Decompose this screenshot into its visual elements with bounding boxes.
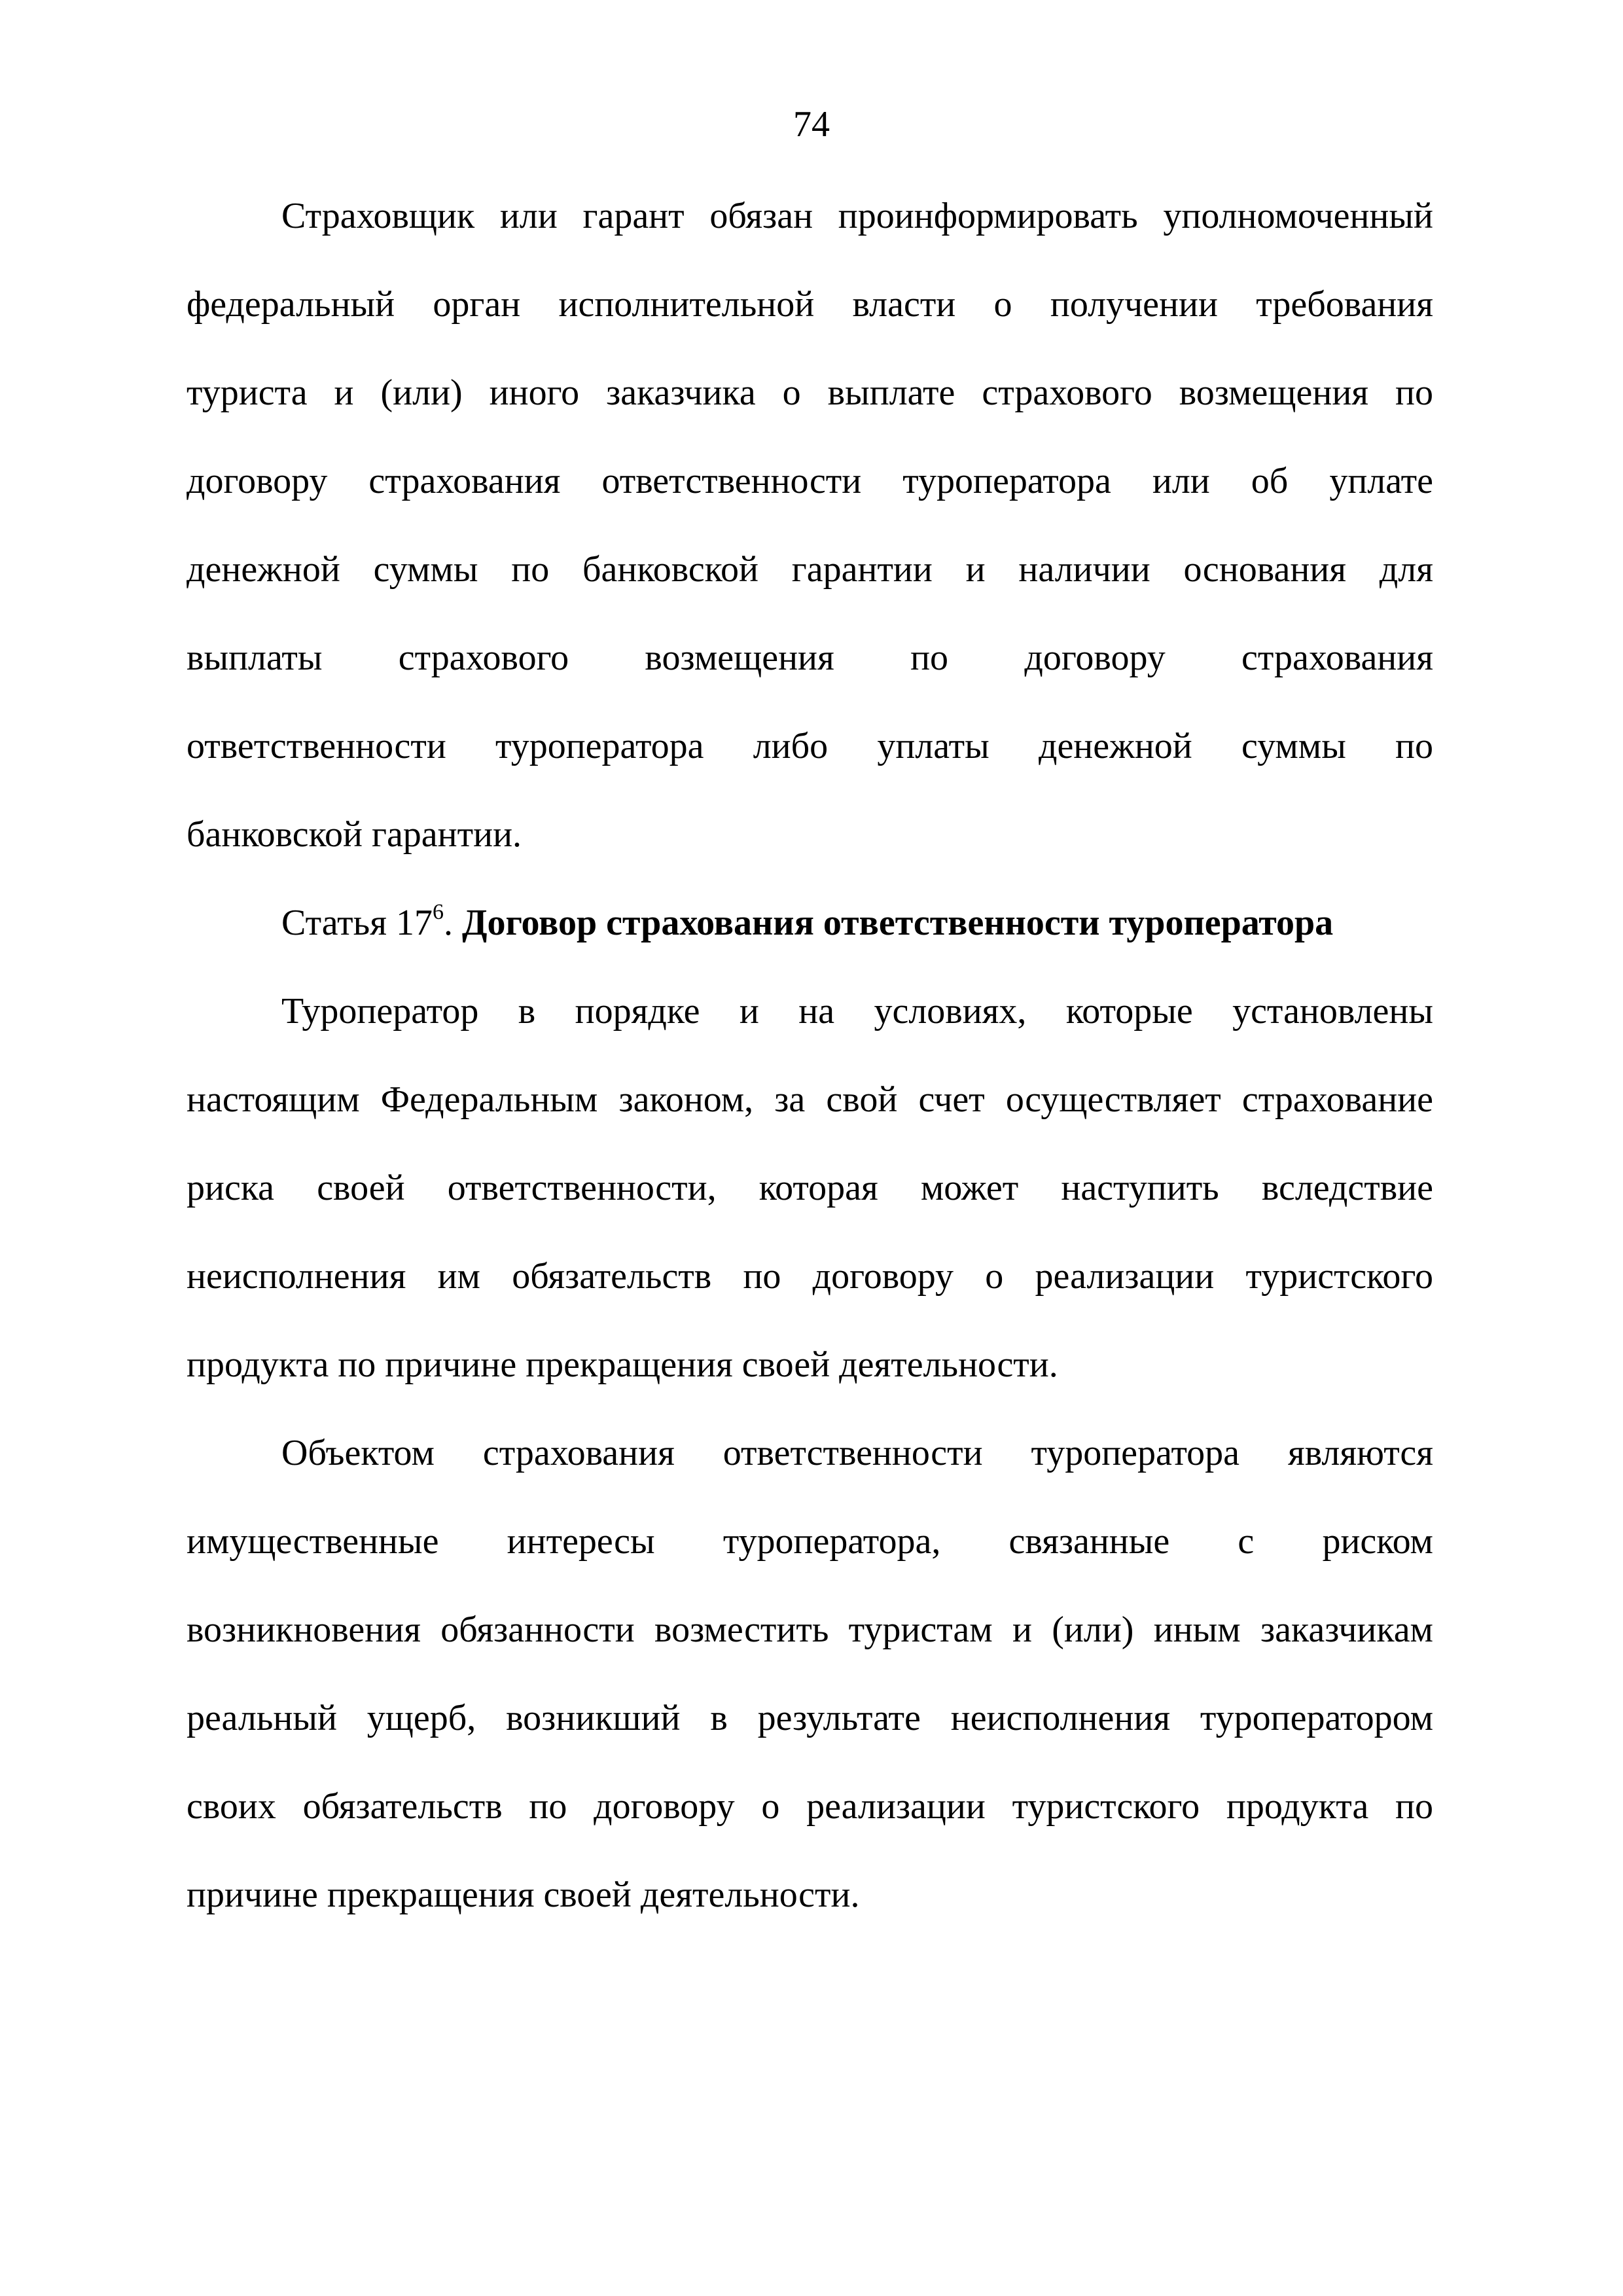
text-line: Туроператор в порядке и на условиях, которые установлены	[281, 991, 1433, 1031]
article-dot: .	[443, 903, 462, 943]
text-line: причине прекращения своей деятельности.	[187, 1874, 860, 1915]
text-line: туриста и (или) иного заказчика о выплате страхового возмещения по	[187, 372, 1433, 413]
text-line: неисполнения им обязательств по договору о реализации туристского	[187, 1256, 1433, 1297]
article-title: Договор страхования ответственности туроператора	[461, 903, 1334, 943]
text-line: своих обязательств по договору о реализации туристского продукта по	[187, 1786, 1433, 1827]
article-number: Статья 17	[281, 903, 433, 943]
text-line: возникновения обязанности возместить туристам и (или) иным заказчикам	[187, 1609, 1433, 1650]
text-line: выплаты страхового возмещения по договору страхования	[187, 637, 1433, 678]
text-line: денежной суммы по банковской гарантии и наличии основания для	[187, 549, 1433, 590]
page-number: 74	[793, 104, 830, 145]
text-line: Объектом страхования ответственности туроператора являются	[281, 1433, 1433, 1473]
text-line: ответственности туроператора либо уплаты денежной суммы по	[187, 726, 1433, 766]
article-heading	[281, 897, 1459, 949]
text-line: Страховщик или гарант обязан проинформировать уполномоченный	[281, 196, 1433, 236]
text-line: реальный ущерб, возникший в результате неисполнения туроператором	[187, 1698, 1433, 1738]
text-line: риска своей ответственности, которая может наступить вследствие	[187, 1168, 1433, 1208]
text-line: договору страхования ответственности туроператора или об уплате	[187, 461, 1433, 501]
text-line: имущественные интересы туроператора, связанные с риском	[187, 1521, 1433, 1562]
article-superscript: 6	[432, 900, 444, 925]
text-line: настоящим Федеральным законом, за свой счет осуществляет страхование	[187, 1079, 1433, 1120]
text-line: банковской гарантии.	[187, 814, 522, 855]
text-line: федеральный орган исполнительной власти о получении требования	[187, 284, 1433, 325]
text-line: продукта по причине прекращения своей деятельности.	[187, 1344, 1058, 1385]
